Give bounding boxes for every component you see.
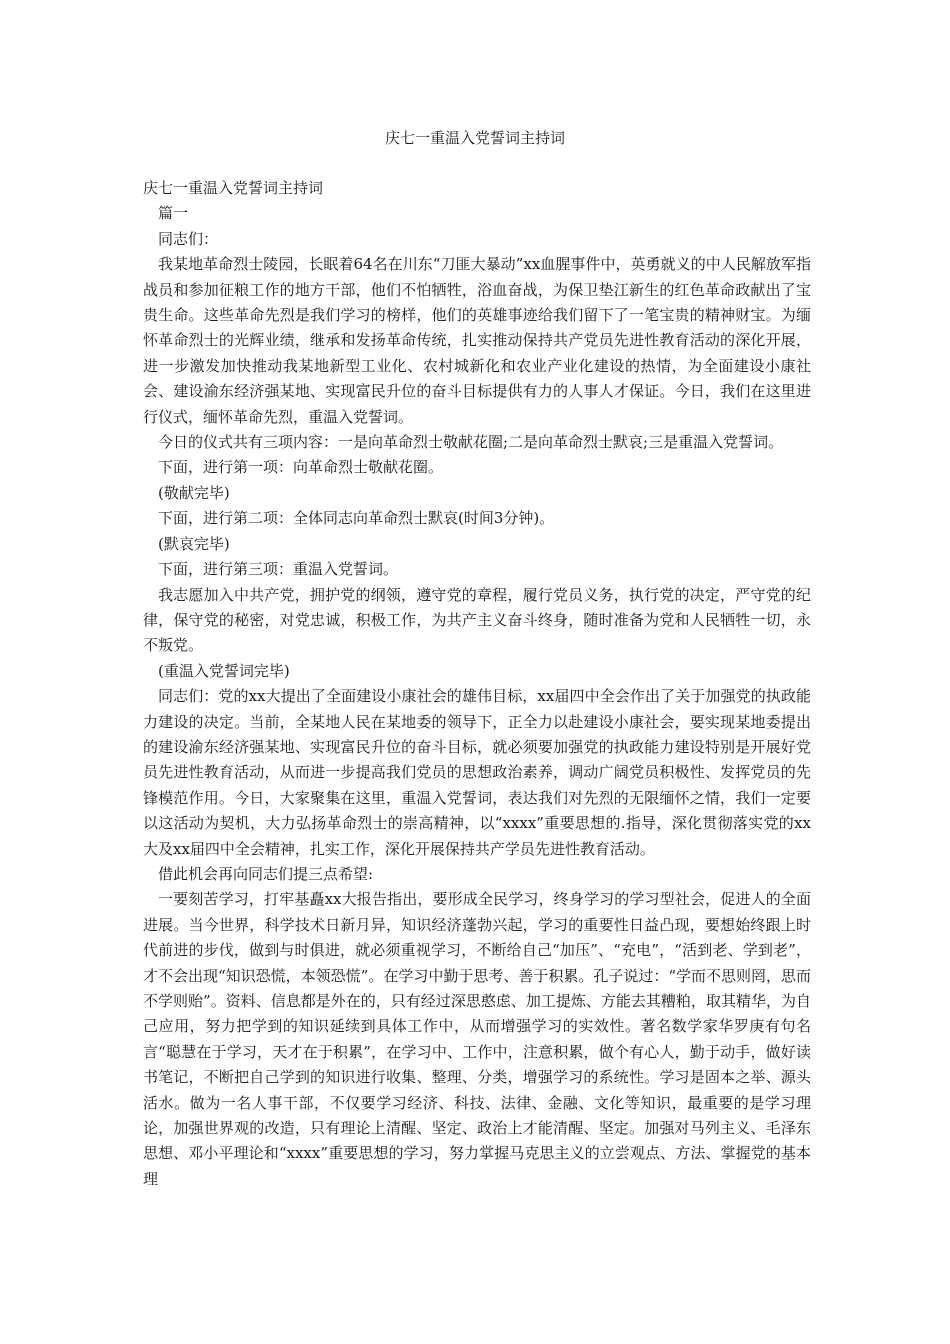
paragraph: (重温入党誓词完毕) [158,661,290,680]
paragraph: 借此机会再向同志们提三点希望: [158,864,374,883]
paragraph: 同志们：党的xx大提出了全面建设小康社会的雄伟目标，xx届四中全会作出了关于加强党的执政能力建设的决定。当前，全某地人民在某地委的领导下，正全力以赴建设小康社会，要实现某地委提出的建设渝东经济强某地、实现富民升位的奋斗目标，就必须要加强党的执政能力建设特别是开展好党员先进性教育活动，从而进一步提高我们党员的思想政治素养，调动广阔党员积极性、发挥党员的先锋模范作用。今日，大家聚集在这里，重温入党誓词，表达我们对先烈的无限缅怀之情，我们一定要以这活动为契机，大力弘扬革命烈士的崇高精神，以“xxxx”重要思想的.指导，深化贯彻落实党的xx大及xx届四中全会精神，扎实工作，深化开展保持共产学员先进性教育活动。 [143,687,811,858]
page-title: 庆七一重温入党誓词主持词 [384,129,565,147]
paragraph: 我某地革命烈士陵园，长眠着64名在川东“刀匪大暴动”xx血腥事件中，英勇就义的中人民解放军指战员和参加征粮工作的地方干部，他们不怕牺牲，浴血奋战，为保卫垫江新生的红色革命政献出了宝贵生命。这些革命先烈是我们学习的榜样，他们的英雄事迹给我们留下了一笔宝贵的精神财宝。为缅怀革命烈士的光辉业绩，继承和发扬革命传统，扎实推动保持共产党员先进性教育活动的深化开展，进一步激发加快推动我某地新型工业化、农村城新化和农业产业化建设的热情，为全面建设小康社会、建设渝东经济强某地、实现富民升位的奋斗目标提供有力的人事人才保证。今日，我们在这里进行仪式，缅怀革命先烈，重温入党誓词。 [143,255,811,426]
paragraph: 今日的仪式共有三项内容：一是向革命烈士敬献花圈;二是向革命烈士默哀;三是重温入党誓词。 [158,433,784,452]
paragraph: 篇一 [158,204,189,223]
paragraph: 下面，进行第一项：向革命烈士敬献花圈。 [158,458,444,477]
paragraph: 一要刻苦学习，打牢基矗xx大报告指出，要形成全民学习，终身学习的学习型社会，促进人的全面进展。当今世界，科学技术日新月异，知识经济蓬勃兴起，学习的重要性日益凸现，要想始终跟上时代前进的步伐，做到与时俱进，就必须重视学习，不断给自己“加压”、“充电”，“活到老、学到老”，才不会出现“知识恐慌，本领恐慌”。在学习中勤于思考、善于积累。孔子说过：“学而不思则罔，思而不学则贻”。资料、信息都是外在的，只有经过深思憨虑、加工提炼、方能去其糟粕，取其精华，为自己应用，努力把学到的知识延续到具体工作中，从而增强学习的实效性。著名数学家华罗庚有句名言“聪慧在于学习，天才在于积累”，在学习中、工作中，注意积累，做个有心人，勤于动手，做好读书笔记，不断把自己学到的知识进行收集、整理、分类，增强学习的系统性。学习是固本之举、源头活水。做为一名人事干部，不仅要学习经济、科技、法律、金融、文化等知识，最重要的是学习理论，加强世界观的改造，只有理论上清醒、坚定、政治上才能清醒、坚定。加强对马列主义、毛泽东思想、邓小平理论和“xxxx”重要思想的学习，努力掌握马克思主义的立尝观点、方法、掌握党的基本理 [143,890,812,1188]
paragraph: 下面，进行第三项：重温入党誓词。 [158,560,399,579]
paragraph: 同志们： [158,229,219,248]
paragraph: (敬献完毕) [158,483,230,502]
paragraph: (默哀完毕) [158,534,230,553]
paragraph: 我志愿加入中共产党，拥护党的纲领，遵守党的章程，履行党员义务，执行党的决定，严守党的纪律，保守党的秘密，对党忠诚，积极工作，为共产主义奋斗终身，随时准备为党和人民牺牲一切，永不叛党。 [143,585,811,655]
paragraph: 下面，进行第二项：全体同志向革命烈士默哀(时间3分钟)。 [158,509,555,528]
document-body [143,176,811,1192]
paragraph: 庆七一重温入党誓词主持词 [143,179,324,197]
